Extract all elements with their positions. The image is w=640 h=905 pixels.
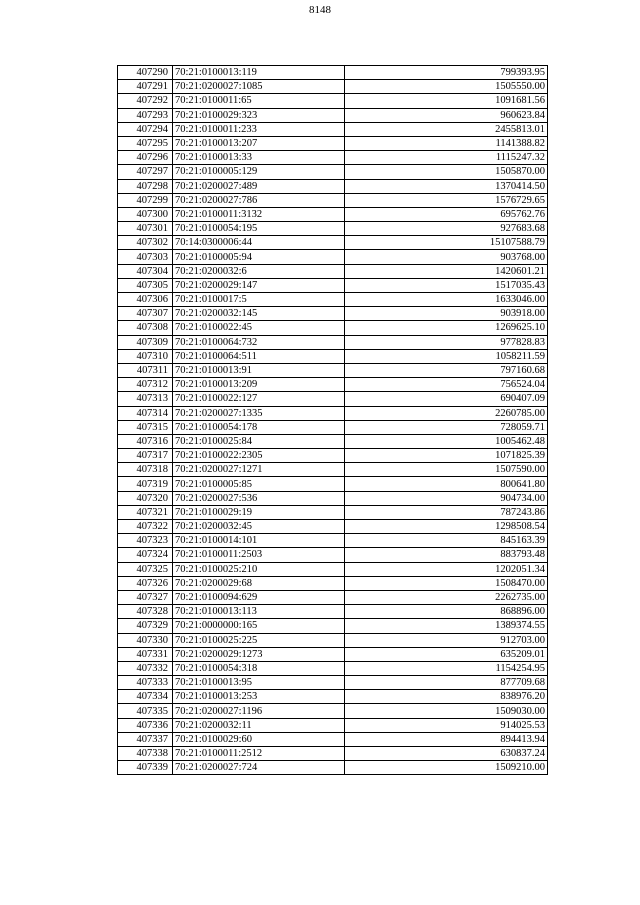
row-number-cell: 407325: [118, 562, 173, 576]
cadastral-number-cell: 70:21:0100029:323: [173, 108, 345, 122]
row-number-cell: 407291: [118, 80, 173, 94]
cadastral-number-cell: 70:21:0100011:2503: [173, 548, 345, 562]
cadastral-number-cell: 70:21:0100013:119: [173, 66, 345, 80]
cadastral-value-cell: 894413.94: [345, 732, 548, 746]
row-number-cell: 407315: [118, 420, 173, 434]
table-row: [118, 193, 548, 207]
cadastral-number-cell: 70:21:0200032:45: [173, 520, 345, 534]
table-row: [118, 690, 548, 704]
table-row: [118, 136, 548, 150]
row-number-cell: 407331: [118, 647, 173, 661]
table-row: [118, 207, 548, 221]
cadastral-value-cell: 1071825.39: [345, 449, 548, 463]
cadastral-number-cell: 70:21:0100025:84: [173, 434, 345, 448]
row-number-cell: 407320: [118, 491, 173, 505]
table-row: [118, 250, 548, 264]
cadastral-value-cell: 728059.71: [345, 420, 548, 434]
cadastral-number-cell: 70:21:0100064:732: [173, 335, 345, 349]
table-row: [118, 151, 548, 165]
cadastral-value-cell: 912703.00: [345, 633, 548, 647]
row-number-cell: 407327: [118, 590, 173, 604]
cadastral-value-cell: 787243.86: [345, 505, 548, 519]
table-row: [118, 647, 548, 661]
row-number-cell: 407292: [118, 94, 173, 108]
table-row: [118, 94, 548, 108]
cadastral-value-cell: 2262735.00: [345, 590, 548, 604]
cadastral-value-cell: 1091681.56: [345, 94, 548, 108]
table-row: [118, 236, 548, 250]
cadastral-value-cell: 914025.53: [345, 718, 548, 732]
cadastral-value-cell: 904734.00: [345, 491, 548, 505]
table-row: [118, 66, 548, 80]
table-row: [118, 434, 548, 448]
table-row: [118, 548, 548, 562]
cadastral-value-cell: 799393.95: [345, 66, 548, 80]
cadastral-number-cell: 70:21:0100013:209: [173, 378, 345, 392]
cadastral-number-cell: 70:21:0200027:1196: [173, 704, 345, 718]
table-row: [118, 704, 548, 718]
table-row: [118, 349, 548, 363]
table-row: [118, 449, 548, 463]
table-row: [118, 491, 548, 505]
cadastral-number-cell: 70:21:0200029:68: [173, 576, 345, 590]
cadastral-value-cell: 1115247.32: [345, 151, 548, 165]
cadastral-number-cell: 70:21:0200032:6: [173, 264, 345, 278]
table-row: [118, 278, 548, 292]
cadastral-value-cell: 977828.83: [345, 335, 548, 349]
row-number-cell: 407304: [118, 264, 173, 278]
cadastral-value-cell: 1517035.43: [345, 278, 548, 292]
cadastral-number-cell: 70:21:0100094:629: [173, 590, 345, 604]
cadastral-number-cell: 70:21:0200027:724: [173, 761, 345, 775]
cadastral-number-cell: 70:21:0200032:11: [173, 718, 345, 732]
table-row: [118, 179, 548, 193]
row-number-cell: 407307: [118, 307, 173, 321]
row-number-cell: 407335: [118, 704, 173, 718]
cadastral-value-cell: 845163.39: [345, 534, 548, 548]
row-number-cell: 407337: [118, 732, 173, 746]
table-row: [118, 463, 548, 477]
cadastral-value-cell: 2260785.00: [345, 406, 548, 420]
cadastral-value-cell: 800641.80: [345, 477, 548, 491]
row-number-cell: 407299: [118, 193, 173, 207]
row-number-cell: 407302: [118, 236, 173, 250]
cadastral-value-cell: 877709.68: [345, 676, 548, 690]
table-row: [118, 122, 548, 136]
cadastral-value-cell: 1370414.50: [345, 179, 548, 193]
cadastral-value-cell: 1509030.00: [345, 704, 548, 718]
table-row: [118, 108, 548, 122]
table-row: [118, 761, 548, 775]
row-number-cell: 407293: [118, 108, 173, 122]
cadastral-value-cell: 1633046.00: [345, 293, 548, 307]
table-row: [118, 335, 548, 349]
row-number-cell: 407308: [118, 321, 173, 335]
cadastral-value-cell: 695762.76: [345, 207, 548, 221]
cadastral-number-cell: 70:21:0100029:19: [173, 505, 345, 519]
cadastral-value-cell: 690407.09: [345, 392, 548, 406]
cadastral-number-cell: 70:21:0100054:178: [173, 420, 345, 434]
cadastral-value-cell: 1298508.54: [345, 520, 548, 534]
table-row: [118, 747, 548, 761]
cadastral-value-table: [117, 65, 548, 775]
cadastral-number-cell: 70:21:0200027:489: [173, 179, 345, 193]
cadastral-number-cell: 70:21:0100011:233: [173, 122, 345, 136]
cadastral-value-cell: 756524.04: [345, 378, 548, 392]
row-number-cell: 407316: [118, 434, 173, 448]
row-number-cell: 407318: [118, 463, 173, 477]
row-number-cell: 407305: [118, 278, 173, 292]
row-number-cell: 407297: [118, 165, 173, 179]
cadastral-value-cell: 1058211.59: [345, 349, 548, 363]
cadastral-number-cell: 70:21:0100013:207: [173, 136, 345, 150]
cadastral-value-cell: 635209.01: [345, 647, 548, 661]
cadastral-value-cell: 15107588.79: [345, 236, 548, 250]
row-number-cell: 407317: [118, 449, 173, 463]
table-body: [118, 66, 548, 775]
cadastral-number-cell: 70:21:0100013:95: [173, 676, 345, 690]
cadastral-value-cell: 630837.24: [345, 747, 548, 761]
cadastral-number-cell: 70:21:0200027:536: [173, 491, 345, 505]
table-row: [118, 477, 548, 491]
cadastral-number-cell: 70:21:0100005:94: [173, 250, 345, 264]
table-row: [118, 732, 548, 746]
row-number-cell: 407294: [118, 122, 173, 136]
table-row: [118, 363, 548, 377]
cadastral-number-cell: 70:21:0100022:2305: [173, 449, 345, 463]
cadastral-value-cell: 1141388.82: [345, 136, 548, 150]
table-row: [118, 590, 548, 604]
row-number-cell: 407326: [118, 576, 173, 590]
cadastral-value-cell: 1509210.00: [345, 761, 548, 775]
cadastral-value-cell: 1202051.34: [345, 562, 548, 576]
cadastral-number-cell: 70:21:0100011:65: [173, 94, 345, 108]
cadastral-number-cell: 70:21:0100005:85: [173, 477, 345, 491]
row-number-cell: 407312: [118, 378, 173, 392]
cadastral-number-cell: 70:21:0100029:60: [173, 732, 345, 746]
cadastral-value-cell: 1269625.10: [345, 321, 548, 335]
cadastral-value-cell: 838976.20: [345, 690, 548, 704]
cadastral-number-cell: 70:21:0100064:511: [173, 349, 345, 363]
table-row: [118, 165, 548, 179]
row-number-cell: 407314: [118, 406, 173, 420]
cadastral-number-cell: 70:21:0200027:1085: [173, 80, 345, 94]
cadastral-value-cell: 1576729.65: [345, 193, 548, 207]
table-row: [118, 718, 548, 732]
cadastral-value-cell: 1508470.00: [345, 576, 548, 590]
cadastral-number-cell: 70:21:0100013:33: [173, 151, 345, 165]
cadastral-number-cell: 70:21:0100025:225: [173, 633, 345, 647]
table-row: [118, 321, 548, 335]
cadastral-number-cell: 70:21:0100054:318: [173, 661, 345, 675]
table-row: [118, 392, 548, 406]
cadastral-value-cell: 1389374.55: [345, 619, 548, 633]
row-number-cell: 407309: [118, 335, 173, 349]
cadastral-value-cell: 868896.00: [345, 605, 548, 619]
row-number-cell: 407296: [118, 151, 173, 165]
cadastral-number-cell: 70:21:0200027:1271: [173, 463, 345, 477]
cadastral-number-cell: 70:21:0100011:2512: [173, 747, 345, 761]
row-number-cell: 407300: [118, 207, 173, 221]
table-row: [118, 222, 548, 236]
table-row: [118, 307, 548, 321]
row-number-cell: 407329: [118, 619, 173, 633]
cadastral-number-cell: 70:21:0100011:3132: [173, 207, 345, 221]
cadastral-number-cell: 70:21:0100022:45: [173, 321, 345, 335]
cadastral-number-cell: 70:21:0100022:127: [173, 392, 345, 406]
row-number-cell: 407330: [118, 633, 173, 647]
cadastral-number-cell: 70:21:0100005:129: [173, 165, 345, 179]
table-row: [118, 605, 548, 619]
row-number-cell: 407311: [118, 363, 173, 377]
cadastral-number-cell: 70:21:0100054:195: [173, 222, 345, 236]
table-row: [118, 264, 548, 278]
cadastral-value-cell: 1505870.00: [345, 165, 548, 179]
table-row: [118, 661, 548, 675]
row-number-cell: 407323: [118, 534, 173, 548]
cadastral-number-cell: 70:21:0100014:101: [173, 534, 345, 548]
cadastral-number-cell: 70:21:0200032:145: [173, 307, 345, 321]
row-number-cell: 407339: [118, 761, 173, 775]
table-row: [118, 80, 548, 94]
row-number-cell: 407303: [118, 250, 173, 264]
row-number-cell: 407301: [118, 222, 173, 236]
row-number-cell: 407338: [118, 747, 173, 761]
cadastral-value-cell: 927683.68: [345, 222, 548, 236]
cadastral-number-cell: 70:21:0200027:786: [173, 193, 345, 207]
cadastral-number-cell: 70:14:0300006:44: [173, 236, 345, 250]
row-number-cell: 407295: [118, 136, 173, 150]
table-row: [118, 420, 548, 434]
table-row: [118, 562, 548, 576]
table-row: [118, 534, 548, 548]
table-row: [118, 619, 548, 633]
row-number-cell: 407290: [118, 66, 173, 80]
row-number-cell: 407310: [118, 349, 173, 363]
row-number-cell: 407333: [118, 676, 173, 690]
table-row: [118, 293, 548, 307]
cadastral-number-cell: 70:21:0100013:253: [173, 690, 345, 704]
table-row: [118, 576, 548, 590]
cadastral-value-cell: 2455813.01: [345, 122, 548, 136]
cadastral-number-cell: 70:21:0100013:113: [173, 605, 345, 619]
row-number-cell: 407306: [118, 293, 173, 307]
row-number-cell: 407321: [118, 505, 173, 519]
cadastral-value-cell: 903918.00: [345, 307, 548, 321]
table-row: [118, 406, 548, 420]
table-row: [118, 378, 548, 392]
cadastral-number-cell: 70:21:0100013:91: [173, 363, 345, 377]
row-number-cell: 407334: [118, 690, 173, 704]
row-number-cell: 407328: [118, 605, 173, 619]
cadastral-value-cell: 960623.84: [345, 108, 548, 122]
row-number-cell: 407324: [118, 548, 173, 562]
table-row: [118, 520, 548, 534]
row-number-cell: 407332: [118, 661, 173, 675]
cadastral-value-cell: 883793.48: [345, 548, 548, 562]
cadastral-number-cell: 70:21:0000000:165: [173, 619, 345, 633]
cadastral-value-cell: 1420601.21: [345, 264, 548, 278]
cadastral-value-cell: 1154254.95: [345, 661, 548, 675]
cadastral-value-cell: 1507590.00: [345, 463, 548, 477]
cadastral-value-cell: 903768.00: [345, 250, 548, 264]
cadastral-value-cell: 1005462.48: [345, 434, 548, 448]
row-number-cell: 407319: [118, 477, 173, 491]
page-number: 8148: [309, 4, 331, 16]
cadastral-number-cell: 70:21:0200029:1273: [173, 647, 345, 661]
row-number-cell: 407313: [118, 392, 173, 406]
cadastral-number-cell: 70:21:0200029:147: [173, 278, 345, 292]
row-number-cell: 407298: [118, 179, 173, 193]
cadastral-value-cell: 797160.68: [345, 363, 548, 377]
cadastral-number-cell: 70:21:0100017:5: [173, 293, 345, 307]
table-row: [118, 505, 548, 519]
row-number-cell: 407322: [118, 520, 173, 534]
row-number-cell: 407336: [118, 718, 173, 732]
table-row: [118, 633, 548, 647]
cadastral-number-cell: 70:21:0100025:210: [173, 562, 345, 576]
cadastral-value-cell: 1505550.00: [345, 80, 548, 94]
cadastral-number-cell: 70:21:0200027:1335: [173, 406, 345, 420]
table-row: [118, 676, 548, 690]
